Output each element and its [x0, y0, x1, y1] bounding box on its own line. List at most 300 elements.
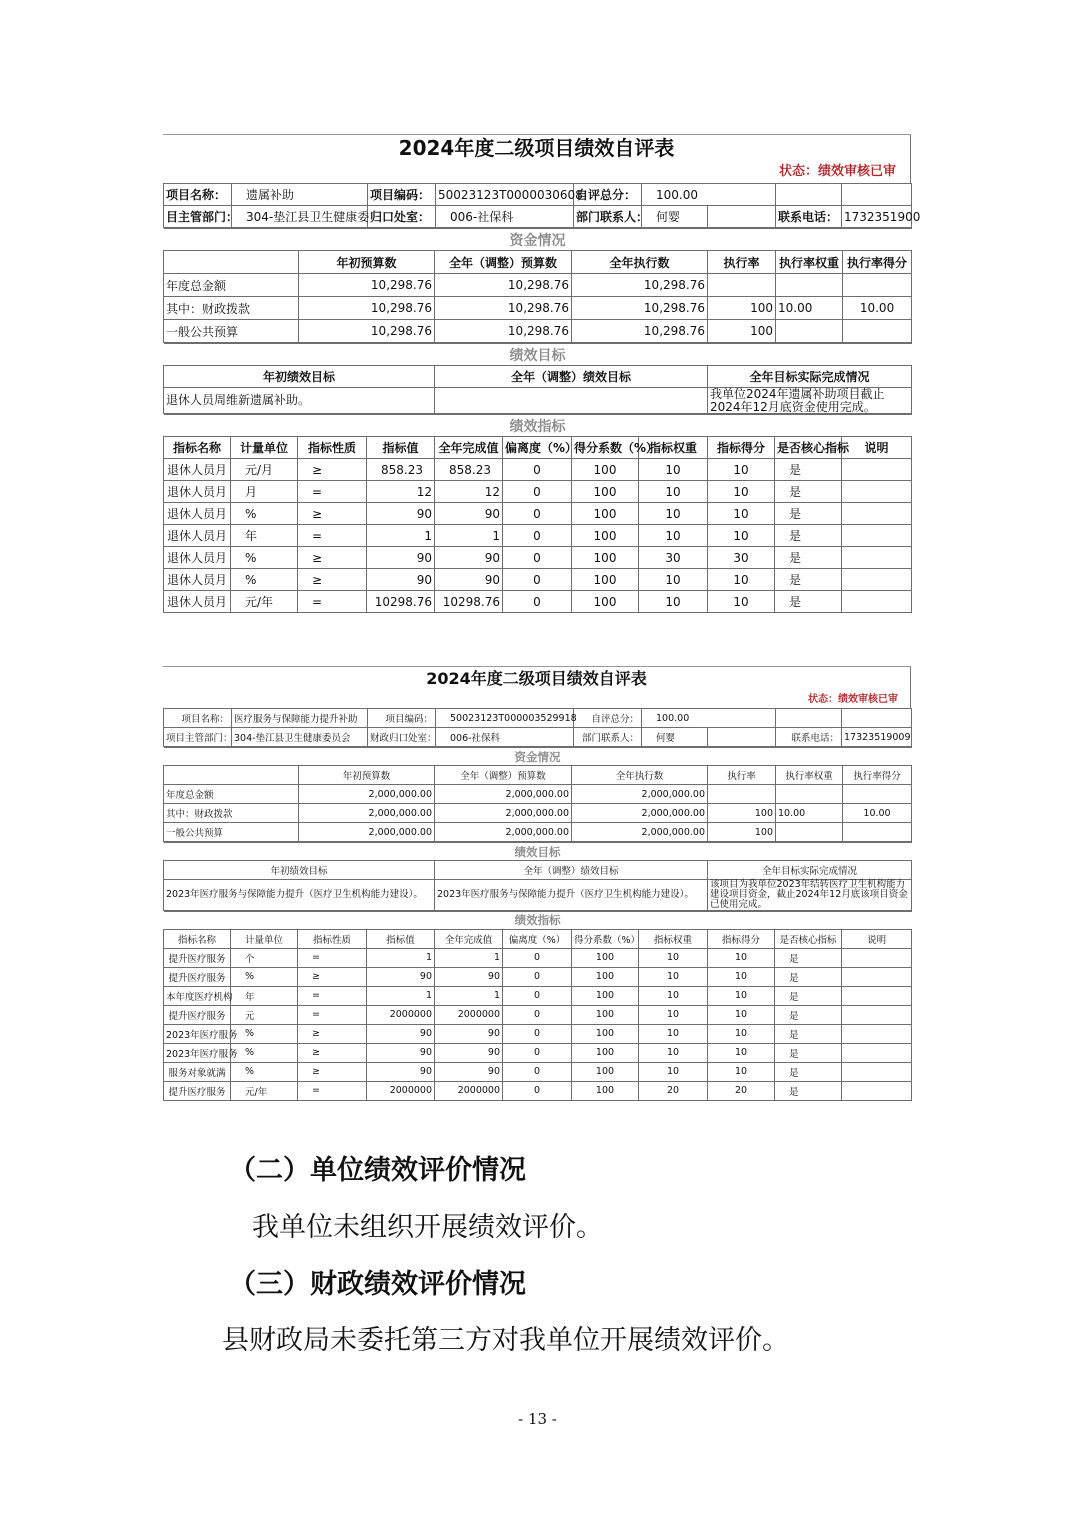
table-row — [164, 503, 912, 525]
indicator-cell: 100 — [572, 547, 639, 569]
contact-label: 部门联系人： — [574, 728, 642, 747]
indicator-cell: 90 — [367, 1062, 435, 1081]
table-row — [164, 1005, 912, 1024]
table-row — [164, 481, 912, 503]
contact-value: 何婴 — [642, 206, 708, 228]
indicator-cell: % — [231, 1024, 298, 1043]
indicator-cell — [842, 481, 912, 503]
funds-header: 全年执行数 — [572, 251, 708, 274]
indicator-cell: 100 — [572, 967, 639, 986]
project-name-label: 项目名称： — [164, 184, 232, 206]
funds-cell — [776, 785, 843, 804]
indicator-cell: 退休人员月 — [164, 569, 231, 591]
indicator-cell: 是 — [775, 986, 842, 1005]
indicator-cell: 10 — [639, 1043, 708, 1062]
office-label: 归口处室： — [368, 206, 436, 228]
funds-cell: 10.00 — [776, 804, 843, 823]
funds-cell: 10.00 — [843, 804, 912, 823]
indicator-cell: 是 — [775, 481, 842, 503]
indicator-cell: 2000000 — [435, 1081, 503, 1100]
indicator-cell: 是 — [775, 525, 842, 547]
table-row — [164, 297, 912, 320]
indicator-header: 得分系数（%） — [572, 929, 639, 948]
indicator-cell: = — [298, 481, 367, 503]
table-title: 2024年度二级项目绩效自评表 — [426, 669, 647, 688]
indicator-cell: 858.23 — [435, 459, 503, 481]
indicator-header: 指标值 — [367, 437, 435, 459]
indicator-cell: 0 — [503, 459, 572, 481]
indicator-cell — [842, 525, 912, 547]
indicator-cell: 90 — [367, 503, 435, 525]
indicator-header: 说明 — [842, 929, 912, 948]
table-row — [164, 320, 912, 343]
funds-header: 执行率得分 — [843, 766, 912, 785]
indicator-cell: 90 — [435, 1043, 503, 1062]
indicator-cell: 10 — [708, 591, 775, 613]
funds-cell — [843, 823, 912, 842]
indicator-cell: 100 — [572, 481, 639, 503]
indicator-cell: 0 — [503, 1024, 572, 1043]
table-row — [164, 785, 912, 804]
indicators-section-title: 绩效指标 — [164, 415, 912, 437]
indicator-cell: 12 — [367, 481, 435, 503]
indicators-table — [163, 414, 912, 613]
indicator-cell: % — [231, 1043, 298, 1062]
indicator-cell: ≥ — [298, 503, 367, 525]
indicator-cell: 是 — [775, 569, 842, 591]
indicator-cell: ≥ — [298, 547, 367, 569]
indicator-cell: 20 — [708, 1081, 775, 1100]
indicator-cell: 是 — [775, 503, 842, 525]
indicator-header: 指标名称 — [164, 437, 231, 459]
table-row — [164, 274, 912, 297]
phone-value: 17323519009 — [842, 728, 912, 747]
indicator-cell: 0 — [503, 948, 572, 967]
goal-header: 全年（调整）绩效目标 — [435, 861, 708, 880]
office-label: 财政归口处室： — [368, 728, 436, 747]
funds-cell: 10,298.76 — [299, 274, 435, 297]
indicator-cell: 90 — [435, 1062, 503, 1081]
indicator-cell: 10 — [639, 1062, 708, 1081]
indicator-cell: 1 — [367, 948, 435, 967]
indicator-cell — [842, 503, 912, 525]
indicator-cell: 退休人员月 — [164, 547, 231, 569]
dept-label: 项目主管部门： — [164, 728, 232, 747]
indicator-cell: 退休人员月 — [164, 503, 231, 525]
funds-cell: 2,000,000.00 — [572, 823, 708, 842]
table-row — [164, 1043, 912, 1062]
indicator-cell: = — [298, 525, 367, 547]
indicator-cell — [842, 986, 912, 1005]
funds-table — [163, 747, 912, 842]
indicator-cell: 10 — [639, 569, 708, 591]
indicator-header: 是否核心指标 — [775, 437, 842, 459]
indicator-cell: 100 — [572, 1062, 639, 1081]
table-row — [164, 591, 912, 613]
indicator-cell: 退休人员月 — [164, 591, 231, 613]
funds-cell: 2,000,000.00 — [299, 823, 435, 842]
indicator-header: 指标性质 — [298, 929, 367, 948]
indicator-cell: % — [231, 547, 298, 569]
indicator-header: 指标得分 — [708, 437, 775, 459]
indicator-cell — [842, 1024, 912, 1043]
indicator-cell: 是 — [775, 547, 842, 569]
table-row — [164, 569, 912, 591]
indicator-header: 指标得分 — [708, 929, 775, 948]
indicator-cell: 0 — [503, 1005, 572, 1024]
indicator-cell: 90 — [367, 569, 435, 591]
indicator-cell: 年 — [231, 525, 298, 547]
dept-value: 304-垫江县卫生健康委员会 — [232, 728, 368, 747]
indicator-cell — [842, 1081, 912, 1100]
indicator-cell: 0 — [503, 591, 572, 613]
indicator-cell: 10 — [708, 986, 775, 1005]
section-heading-unit-evaluation: （二）单位绩效评价情况 — [229, 1155, 526, 1186]
table-row — [164, 1081, 912, 1100]
indicator-cell: 1 — [367, 986, 435, 1005]
indicator-cell: 100 — [572, 1043, 639, 1062]
indicator-cell: = — [298, 1081, 367, 1100]
funds-cell: 100 — [708, 804, 776, 823]
funds-cell: 10,298.76 — [435, 320, 572, 343]
indicator-cell: 10 — [639, 591, 708, 613]
indicator-cell: 2000000 — [435, 1005, 503, 1024]
status-badge: 状态：绩效审核已审 — [778, 164, 896, 179]
indicator-header: 指标名称 — [164, 929, 231, 948]
goal-header: 全年（调整）绩效目标 — [435, 366, 708, 388]
indicator-cell: 是 — [775, 1081, 842, 1100]
funds-header: 执行率权重 — [776, 766, 843, 785]
indicator-cell: 90 — [367, 1024, 435, 1043]
indicator-header: 指标权重 — [639, 929, 708, 948]
indicator-cell: 10 — [708, 1062, 775, 1081]
goal-actual: 我单位2024年遗属补助项目截止2024年12月底资金使用完成。 — [708, 388, 912, 414]
indicator-cell: 10 — [639, 986, 708, 1005]
info-table — [163, 708, 912, 747]
indicator-cell: ≥ — [298, 1043, 367, 1062]
indicator-cell: 10 — [639, 967, 708, 986]
goals-section-title: 绩效目标 — [164, 843, 912, 861]
indicator-cell: 退休人员月 — [164, 525, 231, 547]
indicator-cell — [842, 1005, 912, 1024]
funds-cell: 10,298.76 — [572, 320, 708, 343]
indicator-header: 指标权重 — [639, 437, 708, 459]
indicator-cell: 1 — [435, 986, 503, 1005]
indicator-cell — [842, 1062, 912, 1081]
indicator-cell: = — [298, 591, 367, 613]
table-row — [164, 986, 912, 1005]
indicator-cell: 退休人员月 — [164, 459, 231, 481]
indicator-cell: 提升医疗服务 — [164, 948, 231, 967]
project-code: 50023123T000003529918 — [436, 709, 574, 728]
indicator-cell: 100 — [572, 948, 639, 967]
indicator-cell: 提升医疗服务 — [164, 1081, 231, 1100]
indicator-cell: 0 — [503, 481, 572, 503]
funds-cell — [776, 320, 843, 343]
goals-table — [163, 343, 912, 414]
indicator-cell: ≥ — [298, 1024, 367, 1043]
indicator-cell: % — [231, 569, 298, 591]
indicator-cell: 30 — [708, 547, 775, 569]
funds-row-label: 其中：财政拨款 — [164, 804, 299, 823]
project-name: 遗属补助 — [232, 184, 368, 206]
funds-cell: 2,000,000.00 — [435, 823, 572, 842]
indicator-cell: % — [231, 503, 298, 525]
funds-header: 年初预算数 — [299, 251, 435, 274]
funds-header: 执行率 — [708, 251, 776, 274]
indicator-cell: 元 — [231, 1005, 298, 1024]
indicator-cell: 是 — [775, 459, 842, 481]
indicator-cell: 2000000 — [367, 1005, 435, 1024]
funds-cell — [708, 785, 776, 804]
indicator-header: 偏离度（%） — [503, 437, 572, 459]
indicator-cell: 100 — [572, 591, 639, 613]
indicator-cell: 0 — [503, 1043, 572, 1062]
score-label: 自评总分： — [574, 709, 642, 728]
section-heading-finance-evaluation: （三）财政绩效评价情况 — [229, 1269, 526, 1300]
indicator-cell: 90 — [367, 1043, 435, 1062]
table-title: 2024年度二级项目绩效自评表 — [398, 136, 675, 160]
funds-row-label: 一般公共预算 — [164, 320, 299, 343]
indicator-cell: 2000000 — [367, 1081, 435, 1100]
table-row — [164, 1024, 912, 1043]
indicator-cell: 100 — [572, 1005, 639, 1024]
funds-cell: 10,298.76 — [299, 320, 435, 343]
indicator-cell: 1 — [435, 948, 503, 967]
indicator-cell: 90 — [435, 547, 503, 569]
funds-header: 全年（调整）预算数 — [435, 766, 572, 785]
goal-adjusted — [435, 388, 708, 414]
funds-cell: 2,000,000.00 — [572, 785, 708, 804]
funds-header: 执行率 — [708, 766, 776, 785]
office-value: 006-社保科 — [436, 206, 574, 228]
funds-header: 执行率权重 — [776, 251, 843, 274]
page-number: - 13 - — [518, 1410, 557, 1428]
indicator-cell: 退休人员月 — [164, 481, 231, 503]
indicator-cell: 90 — [435, 967, 503, 986]
table-row — [164, 823, 912, 842]
indicator-cell: 30 — [639, 547, 708, 569]
dept-label: 目主管部门： — [164, 206, 232, 228]
indicator-cell: 100 — [572, 459, 639, 481]
indicator-header: 全年完成值 — [435, 437, 503, 459]
funds-header: 全年执行数 — [572, 766, 708, 785]
table-row — [164, 967, 912, 986]
funds-cell: 100 — [708, 823, 776, 842]
score-label: 自评总分： — [574, 184, 642, 206]
indicator-header: 全年完成值 — [435, 929, 503, 948]
indicator-cell — [842, 948, 912, 967]
indicator-cell: 10 — [639, 503, 708, 525]
indicator-cell: = — [298, 948, 367, 967]
indicator-cell: 10 — [708, 948, 775, 967]
indicator-cell: 月 — [231, 481, 298, 503]
indicator-cell: 是 — [775, 1024, 842, 1043]
dept-value: 304-垫江县卫生健康委 — [232, 206, 368, 228]
status-badge: 状态：绩效审核已审 — [808, 694, 898, 705]
project-code: 50023123T0000030608 — [436, 184, 574, 206]
indicator-cell: % — [231, 967, 298, 986]
indicator-cell: 10 — [708, 481, 775, 503]
indicator-cell: 100 — [572, 503, 639, 525]
funds-cell: 100 — [708, 320, 776, 343]
indicator-cell: 20 — [639, 1081, 708, 1100]
project-name: 医疗服务与保障能力提升补助 — [232, 709, 368, 728]
indicator-cell: 10 — [708, 459, 775, 481]
goal-initial: 2023年医疗服务与保障能力提升（医疗卫生机构能力建设）。 — [164, 880, 435, 911]
funds-cell — [843, 785, 912, 804]
indicator-cell: 10 — [708, 1005, 775, 1024]
indicator-cell: 是 — [775, 591, 842, 613]
indicator-cell: 90 — [435, 1024, 503, 1043]
indicator-cell: 1 — [367, 525, 435, 547]
funds-cell: 2,000,000.00 — [435, 785, 572, 804]
table-row — [164, 459, 912, 481]
indicator-cell: 是 — [775, 1043, 842, 1062]
indicator-cell: 10 — [708, 569, 775, 591]
indicator-cell: 0 — [503, 525, 572, 547]
contact-value: 何婴 — [642, 728, 708, 747]
funds-header: 年初预算数 — [299, 766, 435, 785]
indicator-cell: = — [298, 986, 367, 1005]
funds-row-label: 年度总金额 — [164, 785, 299, 804]
indicator-cell: 10 — [708, 967, 775, 986]
indicator-cell: 是 — [775, 948, 842, 967]
phone-label: 联系电话： — [776, 206, 842, 228]
indicator-cell: 10 — [639, 459, 708, 481]
indicator-cell: 0 — [503, 1062, 572, 1081]
indicator-cell: 服务对象就满 — [164, 1062, 231, 1081]
funds-cell: 2,000,000.00 — [299, 804, 435, 823]
indicator-cell: 个 — [231, 948, 298, 967]
indicator-cell: 10 — [639, 481, 708, 503]
indicator-cell: 90 — [367, 967, 435, 986]
indicator-cell — [842, 569, 912, 591]
indicator-header: 指标性质 — [298, 437, 367, 459]
indicator-cell: 100 — [572, 1024, 639, 1043]
indicator-cell: 0 — [503, 986, 572, 1005]
indicator-header: 是否核心指标 — [775, 929, 842, 948]
indicator-cell: 12 — [435, 481, 503, 503]
indicator-cell: ≥ — [298, 459, 367, 481]
indicator-cell: 是 — [775, 1062, 842, 1081]
funds-table — [163, 228, 912, 343]
project-code-label: 项目编码： — [368, 184, 436, 206]
indicator-cell: 0 — [503, 503, 572, 525]
funds-cell: 2,000,000.00 — [572, 804, 708, 823]
goals-table — [163, 842, 912, 911]
funds-cell: 10,298.76 — [572, 274, 708, 297]
indicator-cell: 1 — [435, 525, 503, 547]
indicator-cell: ≥ — [298, 967, 367, 986]
table-row — [164, 525, 912, 547]
indicator-cell: 0 — [503, 547, 572, 569]
goal-actual: 该项目为我单位2023年结转医疗卫生机构能力建设项目资金，截止2024年12月底该项目资金已使用完成。 — [708, 880, 912, 911]
indicator-cell: 10 — [708, 503, 775, 525]
table-row — [164, 948, 912, 967]
score-value: 100.00 — [642, 184, 776, 206]
score-value: 100.00 — [642, 709, 776, 728]
goal-header: 年初绩效目标 — [164, 366, 435, 388]
indicator-cell — [842, 591, 912, 613]
indicator-cell: ≥ — [298, 1062, 367, 1081]
indicator-cell: 2023年医疗服务 — [164, 1043, 231, 1062]
indicator-header: 计量单位 — [231, 437, 298, 459]
indicator-cell: = — [298, 1005, 367, 1024]
funds-cell: 100 — [708, 297, 776, 320]
performance-table-1 — [163, 134, 921, 613]
indicator-cell — [842, 1043, 912, 1062]
indicator-cell: 858.23 — [367, 459, 435, 481]
table-row — [164, 804, 912, 823]
finance-evaluation-paragraph: 县财政局未委托第三方对我单位开展绩效评价。 — [222, 1325, 789, 1356]
indicator-cell: 元/年 — [231, 1081, 298, 1100]
funds-row-label: 年度总金额 — [164, 274, 299, 297]
indicator-cell: 100 — [572, 525, 639, 547]
funds-section-title: 资金情况 — [164, 229, 912, 251]
goal-header: 全年目标实际完成情况 — [708, 366, 912, 388]
funds-cell: 10,298.76 — [435, 297, 572, 320]
phone-label: 联系电话： — [776, 728, 842, 747]
funds-row-label: 一般公共预算 — [164, 823, 299, 842]
project-code-label: 项目编码： — [368, 709, 436, 728]
indicator-cell: 元/年 — [231, 591, 298, 613]
indicator-cell: 10 — [639, 948, 708, 967]
funds-cell: 10,298.76 — [435, 274, 572, 297]
project-name-label: 项目名称： — [164, 709, 232, 728]
indicator-cell: 提升医疗服务 — [164, 967, 231, 986]
performance-table-2 — [163, 666, 911, 1101]
indicator-cell: 10 — [708, 525, 775, 547]
contact-label: 部门联系人： — [574, 206, 642, 228]
indicator-cell: 是 — [775, 967, 842, 986]
indicator-cell: 0 — [503, 569, 572, 591]
table-row — [164, 1062, 912, 1081]
indicator-cell — [842, 967, 912, 986]
indicator-cell: 0 — [503, 967, 572, 986]
funds-cell: 2,000,000.00 — [299, 785, 435, 804]
goal-header: 年初绩效目标 — [164, 861, 435, 880]
info-table — [163, 183, 921, 228]
indicator-header: 偏离度（%） — [503, 929, 572, 948]
funds-header: 执行率得分 — [843, 251, 912, 274]
funds-cell — [776, 274, 843, 297]
indicator-cell: 元/月 — [231, 459, 298, 481]
goal-header: 全年目标实际完成情况 — [708, 861, 912, 880]
funds-cell: 10,298.76 — [572, 297, 708, 320]
indicator-cell — [842, 547, 912, 569]
indicator-cell: % — [231, 1062, 298, 1081]
funds-cell — [843, 320, 912, 343]
indicators-section-title: 绩效指标 — [164, 911, 912, 929]
indicator-cell: 100 — [572, 569, 639, 591]
office-value: 006-社保科 — [436, 728, 574, 747]
indicator-cell: 提升医疗服务 — [164, 1005, 231, 1024]
unit-evaluation-paragraph: 我单位未组织开展绩效评价。 — [252, 1212, 603, 1243]
indicator-cell: 90 — [435, 503, 503, 525]
indicator-cell: 10298.76 — [435, 591, 503, 613]
indicator-cell: 100 — [572, 1081, 639, 1100]
indicator-cell: 10 — [639, 1005, 708, 1024]
goal-adjusted: 2023年医疗服务与保障能力提升（医疗卫生机构能力建设）。 — [435, 880, 708, 911]
funds-cell — [776, 823, 843, 842]
table-row — [164, 547, 912, 569]
indicator-cell: 0 — [503, 1081, 572, 1100]
funds-row-label: 其中：财政拨款 — [164, 297, 299, 320]
indicator-header: 说明 — [842, 437, 912, 459]
indicator-cell: 是 — [775, 1005, 842, 1024]
funds-cell: 10,298.76 — [299, 297, 435, 320]
